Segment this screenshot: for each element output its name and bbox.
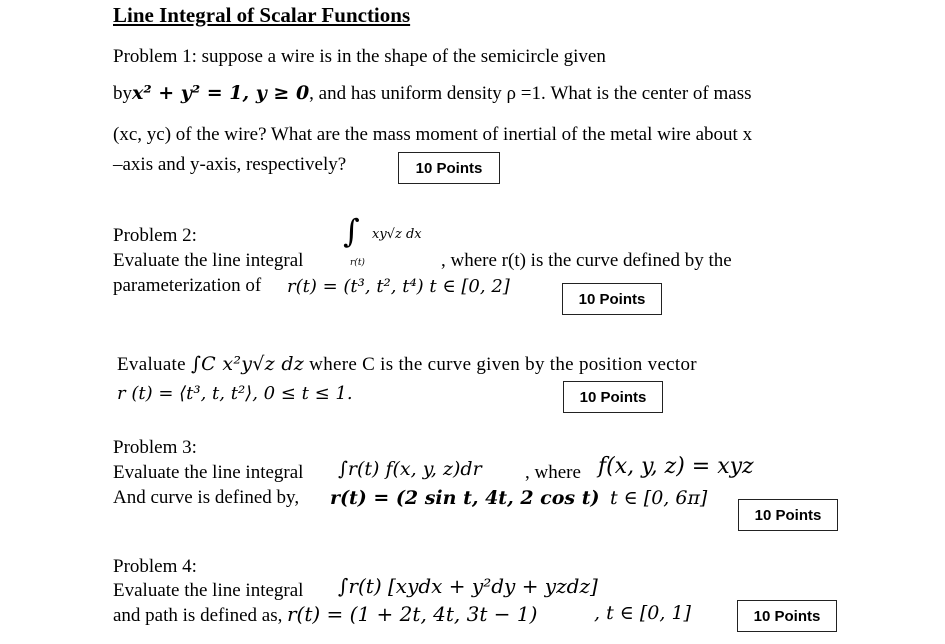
p1-equation: x² + y² = 1, y ≥ 0 — [132, 82, 310, 104]
p2-line2-prefix: Evaluate the line integral — [113, 250, 304, 271]
p3-range: t ∈ [0, 6π] — [610, 487, 708, 509]
p4-heading: Problem 4: — [113, 556, 197, 577]
p2b-line1 — [117, 353, 697, 376]
p3-points-badge: 10 Points — [738, 499, 838, 531]
p4-path: r(t) = (1 + 2t, 4t, 3t − 1) — [287, 602, 538, 626]
p4-line3-prefix: and path is defined as, — [113, 605, 283, 626]
p3-line3-prefix: And curve is defined by, — [113, 487, 300, 508]
p3-where: , where — [525, 462, 581, 483]
p2b-prefix: Evaluate — [117, 354, 186, 375]
p3-line2-prefix: Evaluate the line integral — [113, 462, 304, 483]
p3-curve: r(t) = (2 sin t, 4t, 2 cos t) — [330, 487, 600, 509]
p2-integral-subscript: r(t) — [350, 258, 365, 268]
p2-line3-prefix: parameterization of — [113, 275, 262, 296]
p1-line4: –axis and y-axis, respectively? — [113, 154, 347, 175]
p2-heading: Problem 2: — [113, 225, 197, 246]
p2-integral-sign: ∫ — [343, 212, 360, 250]
p1-line1: Problem 1: suppose a wire is in the shape of the semicircle given — [113, 46, 606, 67]
page-title: Line Integral of Scalar Functions — [113, 3, 411, 27]
p1-by: by — [113, 83, 132, 104]
p2-points-badge: 10 Points — [562, 283, 662, 315]
p2b-integral: ∫C x²y√z dz — [190, 353, 305, 375]
p4-points-badge: 10 Points — [737, 600, 837, 632]
p2-integrand: xy√z dx — [372, 227, 422, 242]
p1-line2-rest: , and has uniform density ρ =1. What is the center of mass — [309, 83, 752, 104]
p3-function-def: f(x, y, z) = xyz — [598, 454, 754, 479]
p2-parameterization: r(t) = (t³, t², t⁴) t ∈ [0, 2] — [287, 276, 510, 297]
p1-line2 — [113, 82, 752, 105]
p2b-points-badge: 10 Points — [563, 381, 663, 413]
p2-line2-suffix: , where r(t) is the curve defined by the — [441, 250, 732, 271]
p4-integral: ∫r(t) [xydx + y²dy + yzdz] — [338, 574, 598, 598]
p2b-position-vector: r (t) = ⟨t³, t, t²⟩, 0 ≤ t ≤ 1. — [117, 383, 353, 404]
p4-range: , t ∈ [0, 1] — [594, 602, 691, 624]
p3-heading: Problem 3: — [113, 437, 197, 458]
p3-integral: ∫r(t) f(x, y, z)dr — [338, 458, 482, 480]
p1-points-badge: 10 Points — [398, 152, 500, 184]
p1-line3: (xc, yc) of the wire? What are the mass moment of inertial of the metal wire about x — [113, 124, 753, 145]
p2b-suffix: where C is the curve given by the position vector — [309, 354, 697, 375]
p4-line2-prefix: Evaluate the line integral — [113, 580, 304, 601]
